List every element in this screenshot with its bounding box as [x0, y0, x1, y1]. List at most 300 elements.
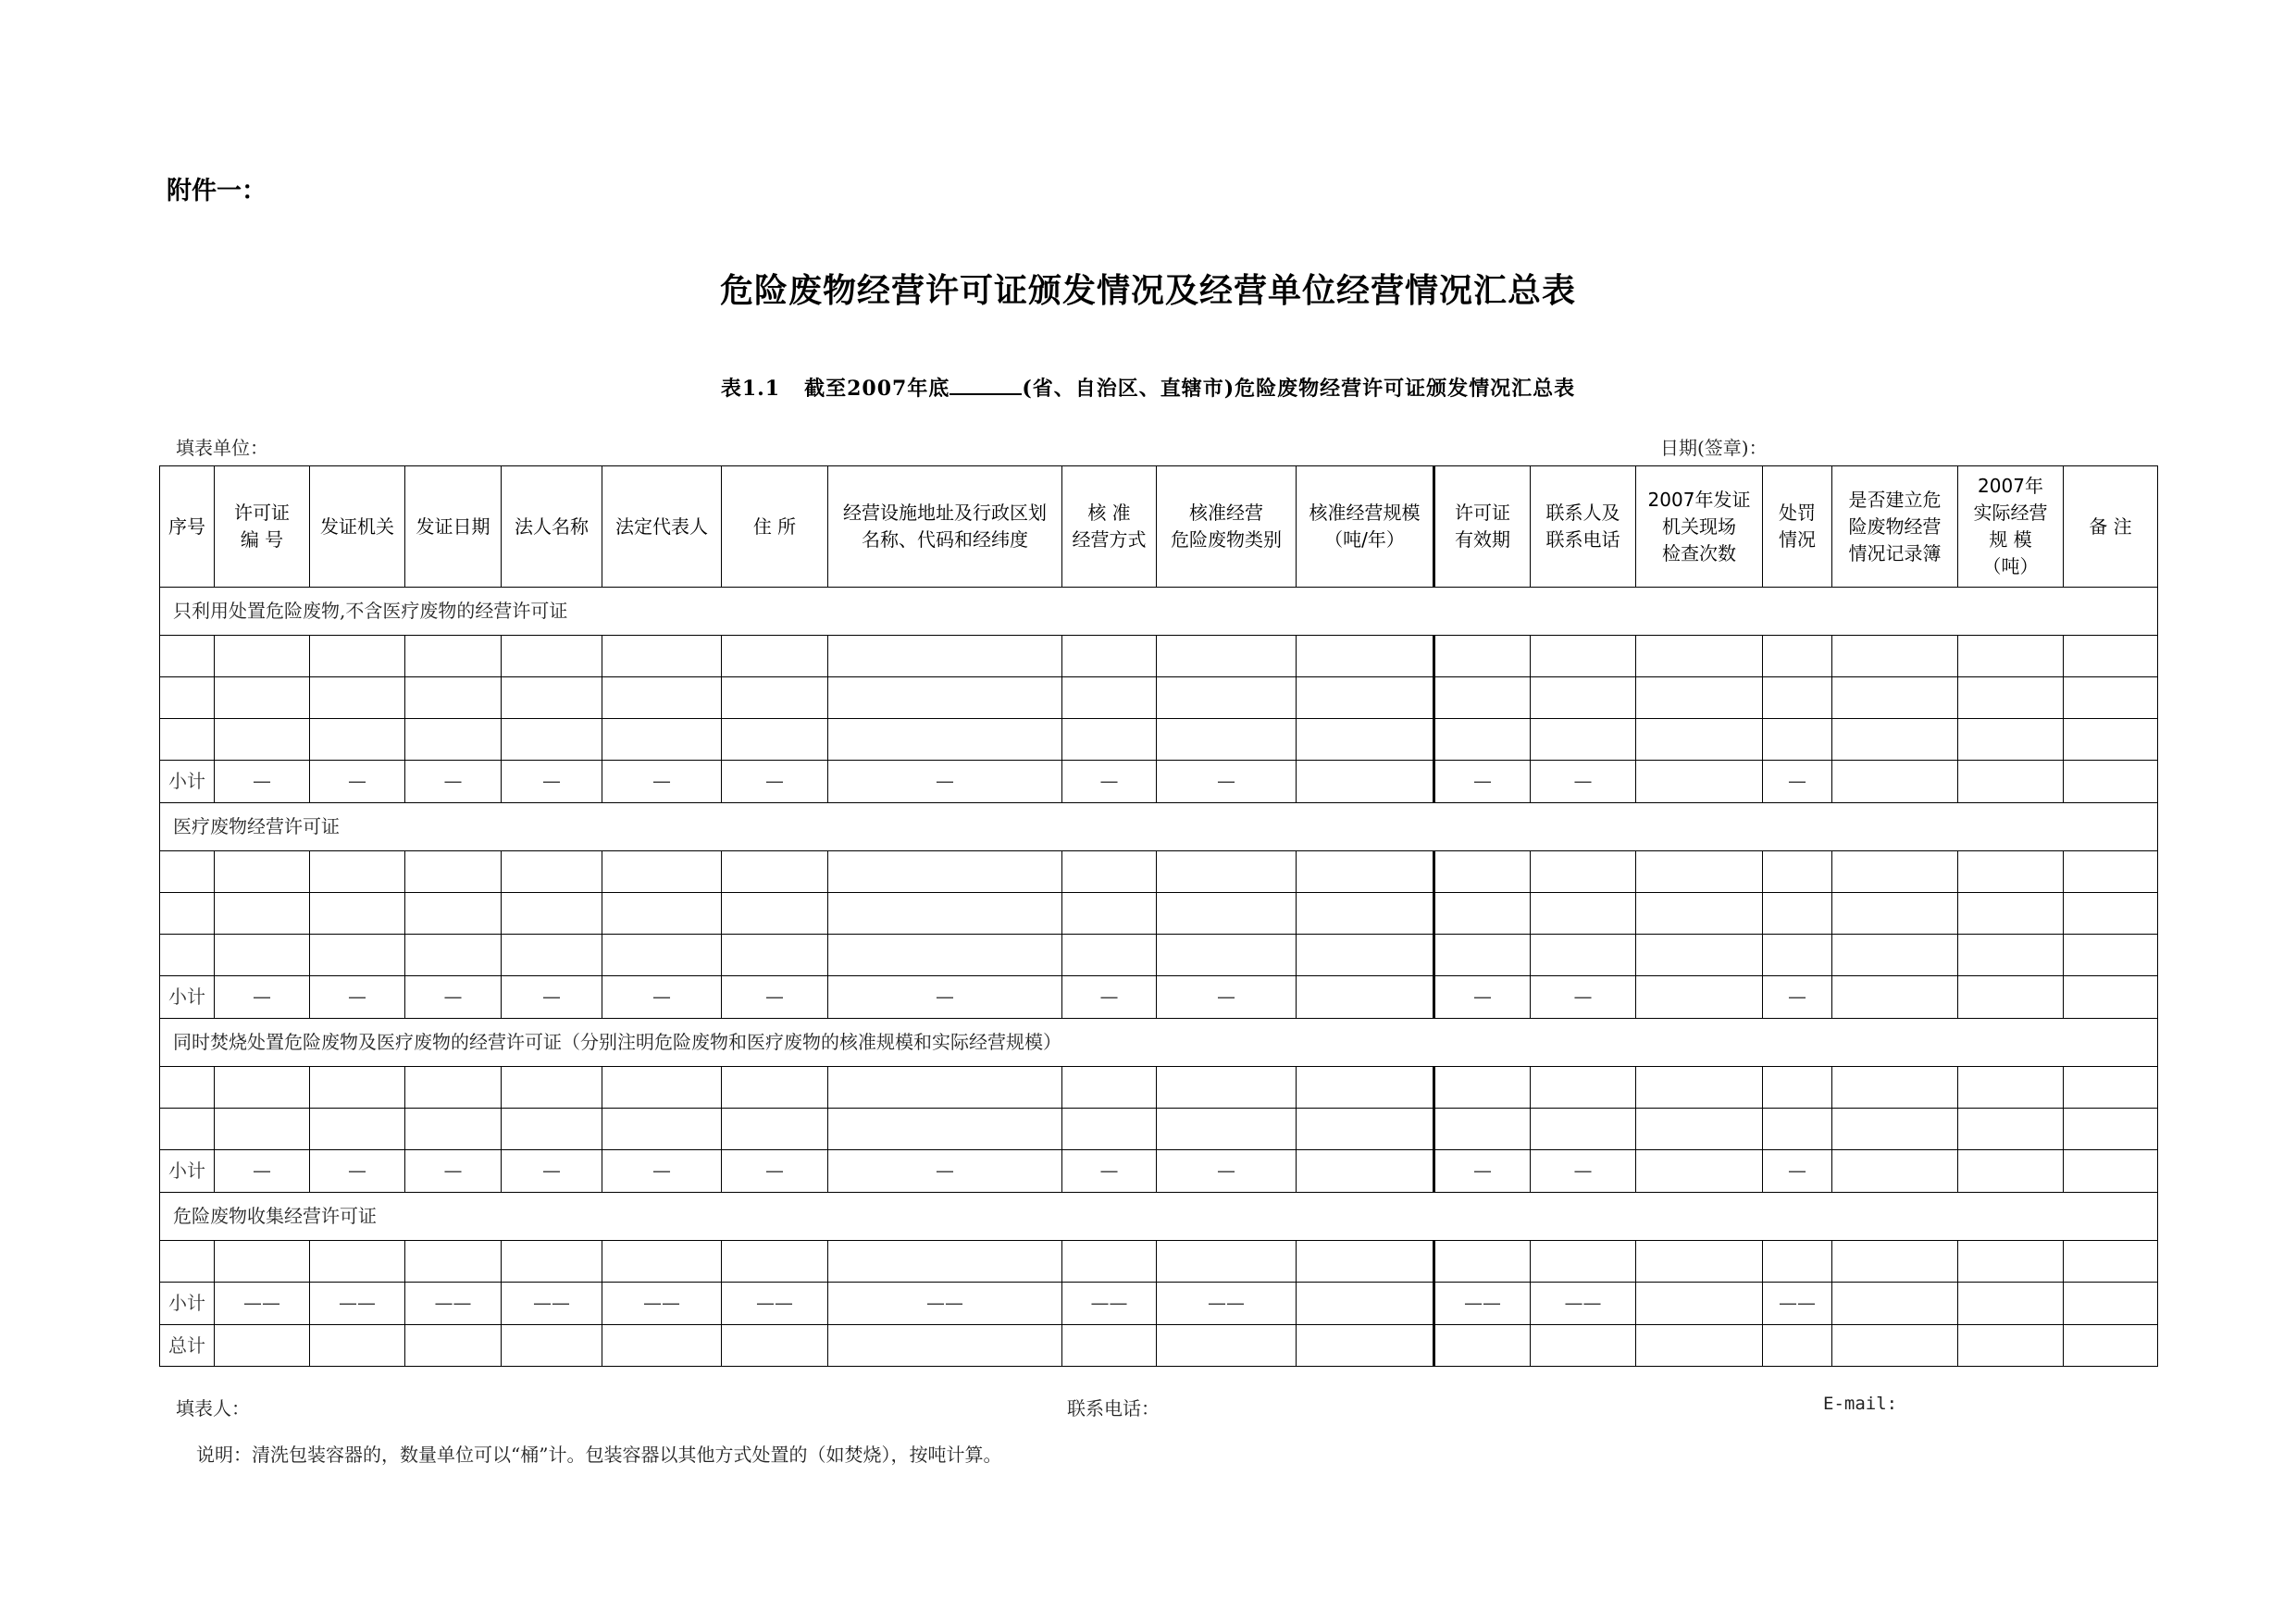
table-cell[interactable]: [405, 1241, 502, 1283]
table-cell[interactable]: [1531, 893, 1636, 935]
subtotal-cell: —: [310, 1150, 405, 1193]
column-header: 发证机关: [310, 466, 405, 588]
table-cell[interactable]: [722, 1241, 828, 1283]
table-cell[interactable]: [1832, 719, 1958, 761]
table-cell[interactable]: [502, 935, 602, 976]
subtotal-cell[interactable]: [1958, 976, 2064, 1019]
table-cell[interactable]: [828, 851, 1062, 893]
total-row: [160, 1325, 2158, 1367]
subtotal-cell: —: [1434, 976, 1531, 1019]
table-cell[interactable]: [2064, 719, 2158, 761]
subtotal-cell: —: [502, 761, 602, 803]
table-cell[interactable]: [1062, 893, 1157, 935]
total-cell[interactable]: [1958, 1325, 2064, 1367]
table-cell[interactable]: [1157, 636, 1297, 677]
table-cell[interactable]: [1434, 636, 1531, 677]
table-cell[interactable]: [405, 1067, 502, 1109]
subtotal-cell: —: [602, 976, 722, 1019]
table-row: [160, 935, 2158, 976]
subtotal-cell: ——: [405, 1283, 502, 1325]
total-cell[interactable]: [1434, 1325, 1531, 1367]
table-cell[interactable]: [1297, 935, 1434, 976]
table-cell[interactable]: [1434, 893, 1531, 935]
subtotal-cell: ——: [1062, 1283, 1157, 1325]
table-cell[interactable]: [602, 719, 722, 761]
subtotal-cell: —: [1062, 761, 1157, 803]
subtotal-cell: —: [215, 1150, 310, 1193]
table-cell[interactable]: [1531, 636, 1636, 677]
table-cell[interactable]: [1958, 1067, 2064, 1109]
subtotal-row: [160, 1150, 2158, 1193]
table-cell[interactable]: [1958, 719, 2064, 761]
table-cell[interactable]: [1763, 1241, 1832, 1283]
total-cell[interactable]: [828, 1325, 1062, 1367]
total-cell[interactable]: [405, 1325, 502, 1367]
table-cell[interactable]: [1832, 636, 1958, 677]
total-cell[interactable]: [215, 1325, 310, 1367]
table-cell[interactable]: [1297, 893, 1434, 935]
subtotal-cell: —: [602, 1150, 722, 1193]
subtotal-cell: —: [1157, 976, 1297, 1019]
table-cell[interactable]: [1832, 677, 1958, 719]
table-cell[interactable]: [1062, 636, 1157, 677]
column-header: 许可证 有效期: [1434, 466, 1531, 588]
subtotal-cell: ——: [502, 1283, 602, 1325]
column-header: 法定代表人: [602, 466, 722, 588]
table-cell[interactable]: [1958, 636, 2064, 677]
table-cell[interactable]: [828, 719, 1062, 761]
table-cell[interactable]: [1157, 935, 1297, 976]
table-cell[interactable]: [1832, 1241, 1958, 1283]
table-cell[interactable]: [1636, 677, 1763, 719]
table-cell[interactable]: [502, 719, 602, 761]
total-label: 总计: [160, 1325, 215, 1367]
table-cell[interactable]: [1297, 1241, 1434, 1283]
table-cell[interactable]: [1157, 719, 1297, 761]
table-cell[interactable]: [1531, 677, 1636, 719]
table-cell[interactable]: [502, 851, 602, 893]
section-title: 医疗废物经营许可证: [160, 803, 2158, 851]
table-row: [160, 719, 2158, 761]
subtotal-row: [160, 1283, 2158, 1325]
table-cell[interactable]: [602, 1241, 722, 1283]
table-row: [160, 893, 2158, 935]
subtotal-cell[interactable]: [1958, 1150, 2064, 1193]
subtotal-cell: —: [1763, 1150, 1832, 1193]
table-cell[interactable]: [1297, 1067, 1434, 1109]
table-cell[interactable]: [1832, 1067, 1958, 1109]
subtotal-cell[interactable]: [2064, 1283, 2158, 1325]
subtotal-cell: —: [310, 761, 405, 803]
subtotal-cell[interactable]: [1297, 976, 1434, 1019]
table-cell[interactable]: [405, 893, 502, 935]
table-cell[interactable]: [1062, 1067, 1157, 1109]
table-cell[interactable]: [828, 1109, 1062, 1150]
subtotal-cell[interactable]: [1636, 976, 1763, 1019]
subtotal-cell: —: [1763, 976, 1832, 1019]
table-cell[interactable]: [405, 935, 502, 976]
subtotal-cell: —: [722, 1150, 828, 1193]
column-header: 许可证 编 号: [215, 466, 310, 588]
table-cell[interactable]: [160, 719, 215, 761]
subtotal-cell: —: [1434, 1150, 1531, 1193]
table-cell[interactable]: [160, 677, 215, 719]
table-cell[interactable]: [1636, 636, 1763, 677]
table-cell[interactable]: [2064, 677, 2158, 719]
table-cell[interactable]: [1434, 935, 1531, 976]
table-cell[interactable]: [405, 719, 502, 761]
section-title: 同时焚烧处置危险废物及医疗废物的经营许可证（分别注明危险废物和医疗废物的核准规模和实际经营规模）: [160, 1019, 2158, 1067]
table-cell[interactable]: [1636, 1241, 1763, 1283]
total-cell[interactable]: [1636, 1325, 1763, 1367]
table-cell[interactable]: [502, 677, 602, 719]
table-cell[interactable]: [502, 1109, 602, 1150]
table-cell[interactable]: [215, 636, 310, 677]
table-cell[interactable]: [2064, 1109, 2158, 1150]
table-cell[interactable]: [1434, 1067, 1531, 1109]
subtotal-cell: ——: [1434, 1283, 1531, 1325]
subtotal-cell: —: [602, 761, 722, 803]
table-cell[interactable]: [722, 935, 828, 976]
table-cell[interactable]: [602, 677, 722, 719]
table-cell[interactable]: [1297, 677, 1434, 719]
subtotal-cell[interactable]: [2064, 761, 2158, 803]
table-cell[interactable]: [310, 1109, 405, 1150]
table-row: [160, 636, 2158, 677]
table-cell[interactable]: [502, 893, 602, 935]
table-cell[interactable]: [310, 935, 405, 976]
subtotal-cell[interactable]: [2064, 1150, 2158, 1193]
table-cell[interactable]: [2064, 893, 2158, 935]
table-header-row: [160, 466, 2158, 588]
table-cell[interactable]: [1832, 893, 1958, 935]
table-row: [160, 851, 2158, 893]
table-cell[interactable]: [1297, 851, 1434, 893]
section-title: 危险废物收集经营许可证: [160, 1193, 2158, 1241]
table-cell[interactable]: [828, 636, 1062, 677]
table-cell[interactable]: [828, 1241, 1062, 1283]
table-cell[interactable]: [1531, 935, 1636, 976]
column-header: 2007年 实际经营 规 模 （吨）: [1958, 466, 2064, 588]
table-cell[interactable]: [2064, 636, 2158, 677]
table-cell[interactable]: [1636, 719, 1763, 761]
subtotal-cell: ——: [602, 1283, 722, 1325]
total-cell[interactable]: [1763, 1325, 1832, 1367]
table-cell[interactable]: [1062, 1241, 1157, 1283]
total-cell[interactable]: [602, 1325, 722, 1367]
table-cell[interactable]: [1636, 935, 1763, 976]
table-cell[interactable]: [310, 851, 405, 893]
table-cell[interactable]: [502, 1067, 602, 1109]
table-cell[interactable]: [1434, 719, 1531, 761]
column-header: 核准经营规模 （吨/年）: [1297, 466, 1434, 588]
column-header: 经营设施地址及行政区划 名称、代码和经纬度: [828, 466, 1062, 588]
subtotal-cell[interactable]: [1297, 1283, 1434, 1325]
total-cell[interactable]: [1157, 1325, 1297, 1367]
subtotal-label: 小计: [160, 976, 215, 1019]
table-cell[interactable]: [1062, 719, 1157, 761]
subtotal-cell: —: [828, 761, 1062, 803]
subtotal-cell: ——: [722, 1283, 828, 1325]
table-cell[interactable]: [1763, 935, 1832, 976]
total-cell[interactable]: [1531, 1325, 1636, 1367]
subtotal-cell: ——: [310, 1283, 405, 1325]
subtotal-cell: —: [1531, 761, 1636, 803]
subtotal-cell: —: [1157, 1150, 1297, 1193]
table-cell[interactable]: [1958, 851, 2064, 893]
subtotal-cell[interactable]: [1297, 761, 1434, 803]
column-header: 2007年发证 机关现场 检查次数: [1636, 466, 1763, 588]
column-header: 核准经营 危险废物类别: [1157, 466, 1297, 588]
table-cell[interactable]: [1157, 851, 1297, 893]
table-cell[interactable]: [1531, 851, 1636, 893]
subtitle-prefix: 表1.1 截至2007年底: [720, 377, 950, 401]
table-cell[interactable]: [160, 1109, 215, 1150]
subtotal-label: 小计: [160, 761, 215, 803]
table-cell[interactable]: [1636, 851, 1763, 893]
table-cell[interactable]: [310, 719, 405, 761]
subtotal-cell: —: [405, 761, 502, 803]
total-cell[interactable]: [502, 1325, 602, 1367]
subtotal-cell: ——: [1531, 1283, 1636, 1325]
table-cell[interactable]: [1157, 1067, 1297, 1109]
table-cell[interactable]: [1297, 636, 1434, 677]
subtotal-cell: ——: [828, 1283, 1062, 1325]
table-cell[interactable]: [2064, 1067, 2158, 1109]
table-cell[interactable]: [602, 893, 722, 935]
subtotal-cell: ——: [215, 1283, 310, 1325]
table-cell[interactable]: [1531, 719, 1636, 761]
filling-unit-label: 填表单位：: [176, 437, 268, 459]
subtotal-cell[interactable]: [1832, 1150, 1958, 1193]
total-cell[interactable]: [2064, 1325, 2158, 1367]
table-cell[interactable]: [1958, 935, 2064, 976]
table-cell[interactable]: [215, 851, 310, 893]
table-cell[interactable]: [1763, 893, 1832, 935]
table-cell[interactable]: [1958, 893, 2064, 935]
table-cell[interactable]: [1763, 719, 1832, 761]
section-title: 只利用处置危险废物,不含医疗废物的经营许可证: [160, 588, 2158, 636]
table-cell[interactable]: [310, 636, 405, 677]
table-cell[interactable]: [1297, 719, 1434, 761]
table-cell[interactable]: [1763, 851, 1832, 893]
subtotal-cell[interactable]: [2064, 976, 2158, 1019]
table-cell[interactable]: [215, 935, 310, 976]
table-cell[interactable]: [828, 677, 1062, 719]
table-cell[interactable]: [602, 636, 722, 677]
subtotal-cell: —: [502, 1150, 602, 1193]
table-cell[interactable]: [1297, 1109, 1434, 1150]
table-cell[interactable]: [722, 851, 828, 893]
subtotal-cell[interactable]: [1832, 976, 1958, 1019]
summary-table: [159, 465, 2158, 1367]
table-cell[interactable]: [310, 893, 405, 935]
table-cell[interactable]: [160, 1241, 215, 1283]
table-cell[interactable]: [2064, 851, 2158, 893]
document-title: 危险废物经营许可证颁发情况及经营单位经营情况汇总表: [719, 271, 1576, 310]
subtotal-cell: —: [405, 1150, 502, 1193]
table-cell[interactable]: [722, 677, 828, 719]
subtotal-cell[interactable]: [1958, 761, 2064, 803]
subtotal-cell[interactable]: [1958, 1283, 2064, 1325]
subtitle-suffix: (省、自治区、直辖市)危险废物经营许可证颁发情况汇总表: [1022, 377, 1576, 401]
table-cell[interactable]: [215, 1241, 310, 1283]
table-cell[interactable]: [160, 935, 215, 976]
table-row: [160, 1241, 2158, 1283]
subtotal-cell: —: [215, 761, 310, 803]
table-row: [160, 1109, 2158, 1150]
subtotal-cell: —: [405, 976, 502, 1019]
subtotal-cell: —: [722, 976, 828, 1019]
table-cell[interactable]: [1636, 1109, 1763, 1150]
table-cell[interactable]: [1958, 1241, 2064, 1283]
section-row: [160, 588, 2158, 636]
subtotal-label: 小计: [160, 1283, 215, 1325]
total-cell[interactable]: [1832, 1325, 1958, 1367]
column-header: 发证日期: [405, 466, 502, 588]
table-cell[interactable]: [310, 1067, 405, 1109]
subtotal-cell: —: [1062, 1150, 1157, 1193]
table-cell[interactable]: [1636, 1067, 1763, 1109]
table-cell[interactable]: [602, 851, 722, 893]
table-cell[interactable]: [2064, 935, 2158, 976]
subtotal-cell: —: [1763, 761, 1832, 803]
table-cell[interactable]: [722, 1067, 828, 1109]
table-cell[interactable]: [1636, 893, 1763, 935]
subtotal-cell[interactable]: [1297, 1150, 1434, 1193]
attachment-label: 附件一：: [167, 177, 267, 205]
table-cell[interactable]: [215, 1109, 310, 1150]
subtotal-cell: —: [1434, 761, 1531, 803]
subtotal-cell: —: [502, 976, 602, 1019]
table-cell[interactable]: [160, 1067, 215, 1109]
phone-label: 联系电话：: [1067, 1397, 1160, 1419]
table-cell[interactable]: [828, 893, 1062, 935]
table-cell[interactable]: [1157, 1109, 1297, 1150]
total-cell[interactable]: [1062, 1325, 1157, 1367]
table-cell[interactable]: [1062, 1109, 1157, 1150]
table-row: [160, 1067, 2158, 1109]
subtotal-cell: —: [722, 761, 828, 803]
table-cell[interactable]: [1062, 935, 1157, 976]
column-header: 处罚 情况: [1763, 466, 1832, 588]
table-cell[interactable]: [602, 1067, 722, 1109]
column-header: 联系人及 联系电话: [1531, 466, 1636, 588]
total-cell[interactable]: [722, 1325, 828, 1367]
subtotal-cell[interactable]: [1636, 761, 1763, 803]
total-cell[interactable]: [310, 1325, 405, 1367]
table-cell[interactable]: [1531, 1241, 1636, 1283]
province-blank: [949, 375, 1022, 395]
table-cell[interactable]: [310, 1241, 405, 1283]
table-cell[interactable]: [602, 1109, 722, 1150]
subtotal-cell: —: [828, 1150, 1062, 1193]
table-cell[interactable]: [1958, 1109, 2064, 1150]
table-cell[interactable]: [1832, 1109, 1958, 1150]
subtotal-cell: —: [1531, 976, 1636, 1019]
table-cell[interactable]: [1832, 851, 1958, 893]
subtotal-cell: —: [1062, 976, 1157, 1019]
table-cell[interactable]: [828, 1067, 1062, 1109]
column-header: 法人名称: [502, 466, 602, 588]
table-cell[interactable]: [502, 636, 602, 677]
table-cell[interactable]: [405, 677, 502, 719]
column-header: 序号: [160, 466, 215, 588]
section-row: [160, 1193, 2158, 1241]
table-row: [160, 677, 2158, 719]
table-cell[interactable]: [1763, 677, 1832, 719]
subtotal-cell: —: [310, 976, 405, 1019]
subtotal-label: 小计: [160, 1150, 215, 1193]
table-cell[interactable]: [1157, 1241, 1297, 1283]
table-cell[interactable]: [405, 636, 502, 677]
explanation-note: 说明：清洗包装容器的，数量单位可以“桶”计。包装容器以其他方式处置的（如焚烧），按吨计算。: [196, 1444, 1002, 1466]
table-cell[interactable]: [722, 893, 828, 935]
table-cell[interactable]: [160, 636, 215, 677]
subtotal-cell[interactable]: [1832, 761, 1958, 803]
filler-label: 填表人：: [176, 1397, 250, 1419]
table-cell[interactable]: [2064, 1241, 2158, 1283]
table-cell[interactable]: [1531, 1109, 1636, 1150]
table-cell[interactable]: [602, 935, 722, 976]
table-cell[interactable]: [310, 677, 405, 719]
table-cell[interactable]: [215, 1067, 310, 1109]
column-header: 备 注: [2064, 466, 2158, 588]
table-cell[interactable]: [215, 677, 310, 719]
table-cell[interactable]: [1157, 677, 1297, 719]
table-cell[interactable]: [1531, 1067, 1636, 1109]
subtotal-row: [160, 761, 2158, 803]
subtotal-cell[interactable]: [1832, 1283, 1958, 1325]
table-cell[interactable]: [722, 636, 828, 677]
table-cell[interactable]: [1958, 677, 2064, 719]
table-cell[interactable]: [160, 851, 215, 893]
table-cell[interactable]: [1062, 677, 1157, 719]
table-cell[interactable]: [405, 851, 502, 893]
table-cell[interactable]: [1763, 636, 1832, 677]
table-cell[interactable]: [160, 893, 215, 935]
table-cell[interactable]: [722, 719, 828, 761]
table-cell[interactable]: [722, 1109, 828, 1150]
total-cell[interactable]: [1297, 1325, 1434, 1367]
subtotal-cell: —: [828, 976, 1062, 1019]
subtotal-cell: ——: [1157, 1283, 1297, 1325]
table-cell[interactable]: [502, 1241, 602, 1283]
table-subtitle: [0, 373, 2296, 402]
table-cell[interactable]: [1763, 1109, 1832, 1150]
table-cell[interactable]: [828, 935, 1062, 976]
table-cell[interactable]: [1434, 851, 1531, 893]
table-cell[interactable]: [1434, 677, 1531, 719]
subtotal-cell[interactable]: [1636, 1150, 1763, 1193]
subtotal-cell[interactable]: [1636, 1283, 1763, 1325]
table-cell[interactable]: [1832, 935, 1958, 976]
subtotal-cell: —: [1157, 761, 1297, 803]
table-cell[interactable]: [1434, 1109, 1531, 1150]
subtotal-cell: —: [1531, 1150, 1636, 1193]
date-signature-label: 日期(签章)：: [1660, 437, 1768, 459]
table-cell[interactable]: [1157, 893, 1297, 935]
table-cell[interactable]: [215, 893, 310, 935]
email-label: E-mail:: [1823, 1394, 1898, 1414]
subtotal-cell: —: [215, 976, 310, 1019]
column-header: 核 准 经营方式: [1062, 466, 1157, 588]
table-cell[interactable]: [1763, 1067, 1832, 1109]
table-cell[interactable]: [215, 719, 310, 761]
table-cell[interactable]: [1062, 851, 1157, 893]
table-cell[interactable]: [1434, 1241, 1531, 1283]
table-cell[interactable]: [405, 1109, 502, 1150]
